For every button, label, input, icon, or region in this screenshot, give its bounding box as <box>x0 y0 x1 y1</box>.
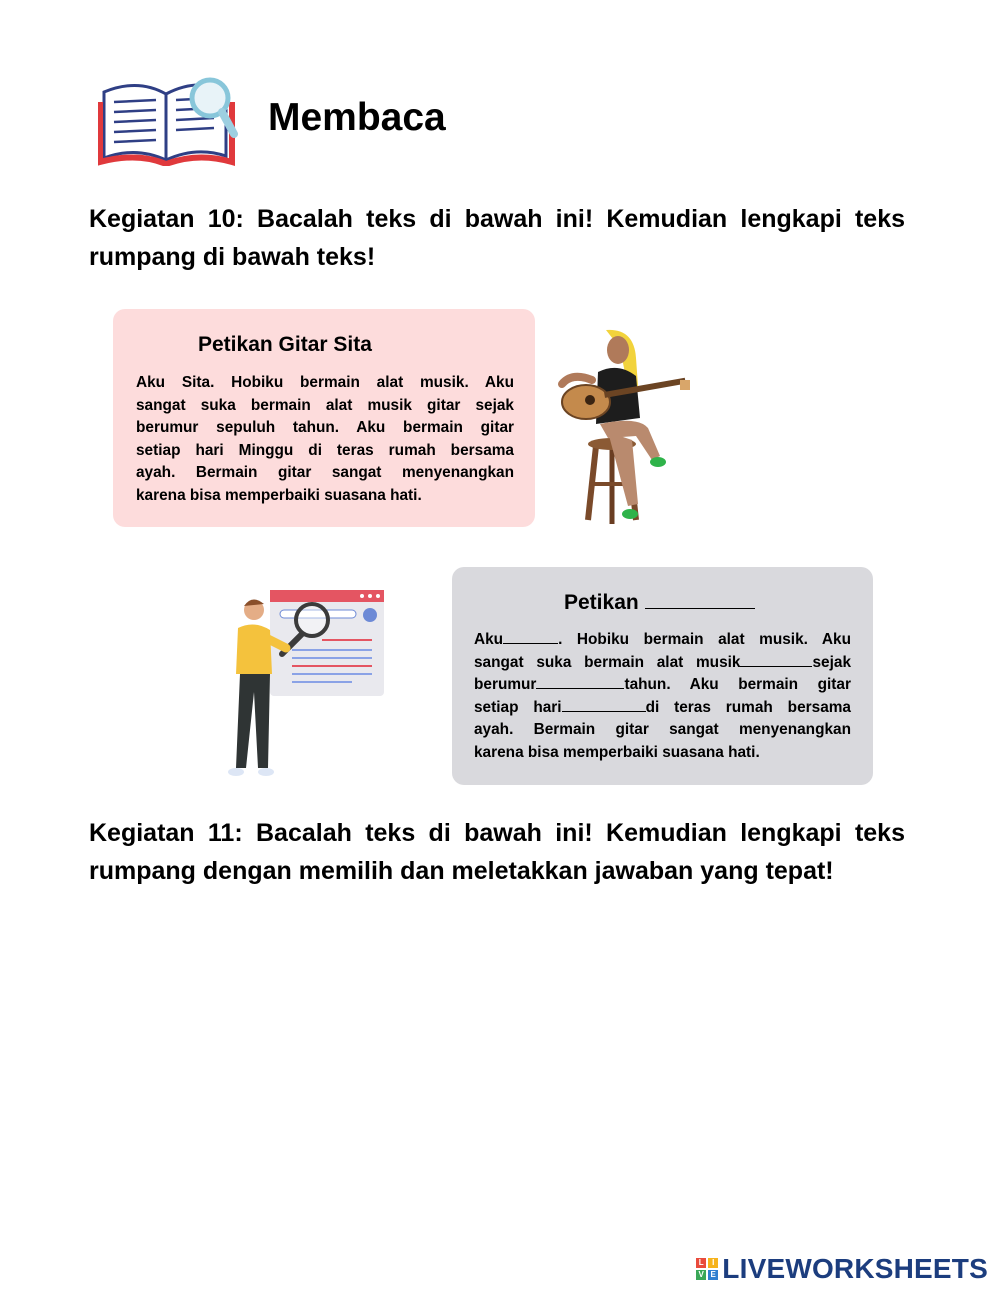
cloze-title-label: Petikan <box>564 591 639 614</box>
reading-line: sangat suka bermain alat musik gitar sejak <box>136 396 514 414</box>
reading-line: berumur sepuluh tahun. Aku bermain gitar <box>136 419 514 436</box>
cloze-passage-title <box>564 590 755 615</box>
activity-11-instruction: Kegiatan 11: Bacalah teks di bawah ini! Kemudian lengkapi teks rumpang dengan memilih dan meletakkan jawaban yang tepat! <box>89 819 905 885</box>
reading-line: setiap hari Minggu di teras rumah bersama <box>136 441 514 459</box>
cloze-line <box>474 629 851 652</box>
activity-10-instruction: Kegiatan 10: Bacalah teks di bawah ini! Kemudian lengkapi teks rumpang di bawah teks! <box>89 205 905 271</box>
cloze-text: berumur <box>474 676 537 693</box>
blank-age-field[interactable] <box>536 674 624 689</box>
cloze-text: sejak <box>812 653 851 671</box>
title-blank-field[interactable] <box>645 590 755 609</box>
open-book-magnifier-icon <box>98 72 238 166</box>
cloze-passage-card <box>452 567 873 785</box>
liveworksheets-logo-icon: L I V E <box>696 1258 718 1280</box>
reading-passage-card <box>113 309 535 527</box>
reading-line: Aku Sita. Hobiku bermain alat musik. Aku <box>136 374 514 391</box>
person-with-magnifier-illustration <box>222 588 388 784</box>
cloze-passage-text <box>474 629 851 764</box>
cloze-line <box>474 697 851 720</box>
reading-line: karena bisa memperbaiki suasana hati. <box>136 486 422 504</box>
blank-name-field[interactable] <box>503 629 558 644</box>
cloze-text: tahun. Aku bermain gitar <box>624 676 851 693</box>
cloze-line: karena bisa memperbaiki suasana hati. <box>474 743 760 761</box>
liveworksheets-logo <box>696 1253 988 1285</box>
blank-instrument-field[interactable] <box>740 652 812 667</box>
cloze-text: . Hobiku bermain alat musik. Aku <box>558 631 851 648</box>
cloze-line: ayah. Bermain gitar sangat menyenangkan <box>474 721 851 738</box>
cloze-line <box>474 674 851 697</box>
cloze-line <box>474 652 851 675</box>
reading-passage-text <box>136 372 514 507</box>
guitar-player-illustration <box>548 328 698 530</box>
cloze-text: Aku <box>474 631 504 648</box>
blank-day-field[interactable] <box>562 697 646 712</box>
cloze-text: di teras rumah bersama <box>645 698 851 716</box>
page-title: Membaca <box>268 96 446 139</box>
cloze-text: setiap hari <box>474 698 562 716</box>
reading-passage-title: Petikan Gitar Sita <box>198 333 372 356</box>
cloze-text: sangat suka bermain alat musik <box>474 653 741 671</box>
reading-line: ayah. Bermain gitar sangat menyenangkan <box>136 464 514 481</box>
liveworksheets-brand: LIVEWORKSHEETS <box>722 1253 988 1284</box>
